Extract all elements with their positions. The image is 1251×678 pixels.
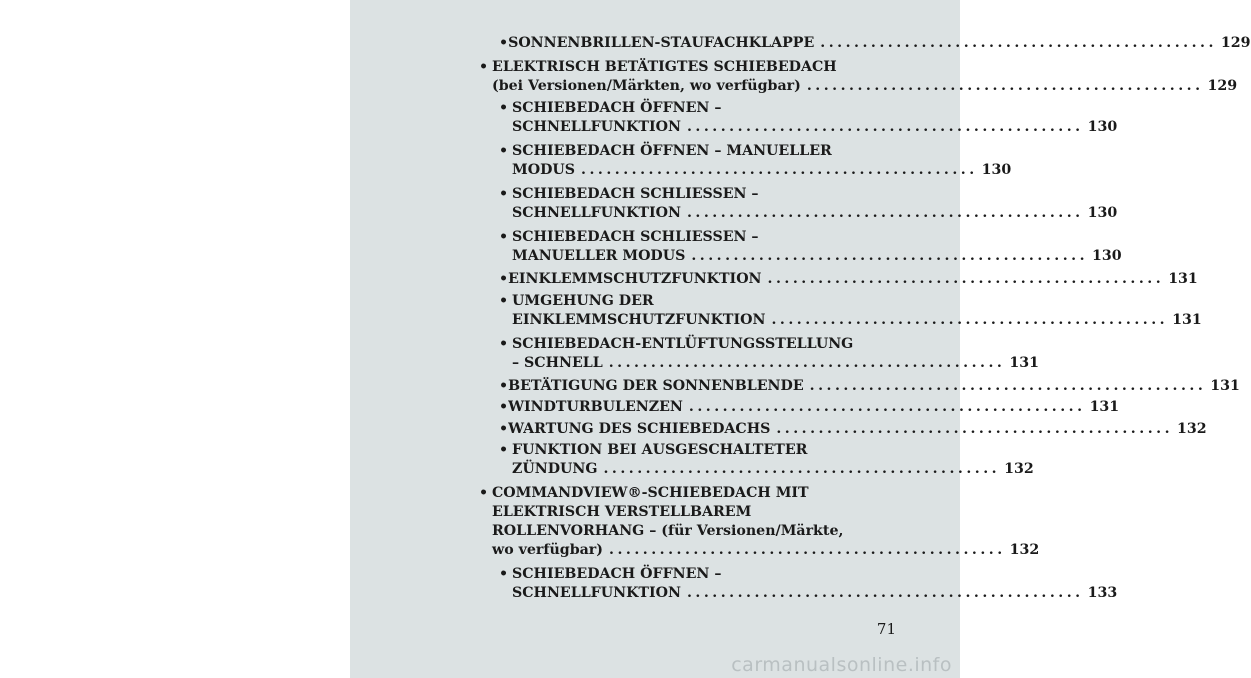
toc-entry[interactable]: • EINKLEMMSCHUTZFUNKTION ............................................... 131: [499, 271, 1198, 287]
toc-entry[interactable]: • SCHIEBEDACH ÖFFNEN – SCHNELLFUNKTION ............................................... 133: [499, 566, 1118, 601]
page-number: 71: [876, 620, 896, 638]
toc-entry[interactable]: • WARTUNG DES SCHIEBEDACHS ............................................... 132: [499, 421, 1207, 437]
toc-entry[interactable]: • SCHIEBEDACH SCHLIESSEN – MANUELLER MODUS ............................................... 130: [499, 229, 1122, 264]
toc-entry[interactable]: • SONNENBRILLEN-STAUFACHKLAPPE ............................................... 129: [499, 35, 1251, 51]
toc-entry[interactable]: • ELEKTRISCH BETÄTIGTES SCHIEBEDACH (bei Versionen/Märkten, wo verfügbar) ............................................... 129: [479, 59, 1238, 94]
toc-entry[interactable]: • WINDTURBULENZEN ............................................... 131: [499, 399, 1120, 415]
toc-entry[interactable]: • SCHIEBEDACH ÖFFNEN – MANUELLER MODUS ............................................... 130: [499, 143, 1012, 178]
manual-page: [350, 0, 1251, 678]
toc-entry[interactable]: • FUNKTION BEI AUSGESCHALTETER ZÜNDUNG ............................................... 132: [499, 442, 1034, 477]
toc-entry[interactable]: • BETÄTIGUNG DER SONNENBLENDE ............................................... 131: [499, 378, 1240, 394]
table-of-contents: [350, 0, 1251, 678]
watermark: carmanualsonline.info: [731, 654, 952, 676]
toc-entry[interactable]: • SCHIEBEDACH-ENTLÜFTUNGSSTELLUNG – SCHNELL ............................................... 131: [499, 336, 1039, 371]
toc-entry[interactable]: • SCHIEBEDACH ÖFFNEN – SCHNELLFUNKTION ............................................... 130: [499, 100, 1118, 135]
toc-entry[interactable]: • UMGEHUNG DER EINKLEMMSCHUTZFUNKTION ............................................... 131: [499, 293, 1202, 328]
toc-entry[interactable]: • SCHIEBEDACH SCHLIESSEN – SCHNELLFUNKTION ............................................... 130: [499, 186, 1118, 221]
toc-entry[interactable]: • COMMANDVIEW®-SCHIEBEDACH MIT ELEKTRISCH VERSTELLBAREM ROLLENVORHANG – (für Versionen/Märkte, wo verfügbar) ............................................... 132: [479, 485, 1040, 558]
